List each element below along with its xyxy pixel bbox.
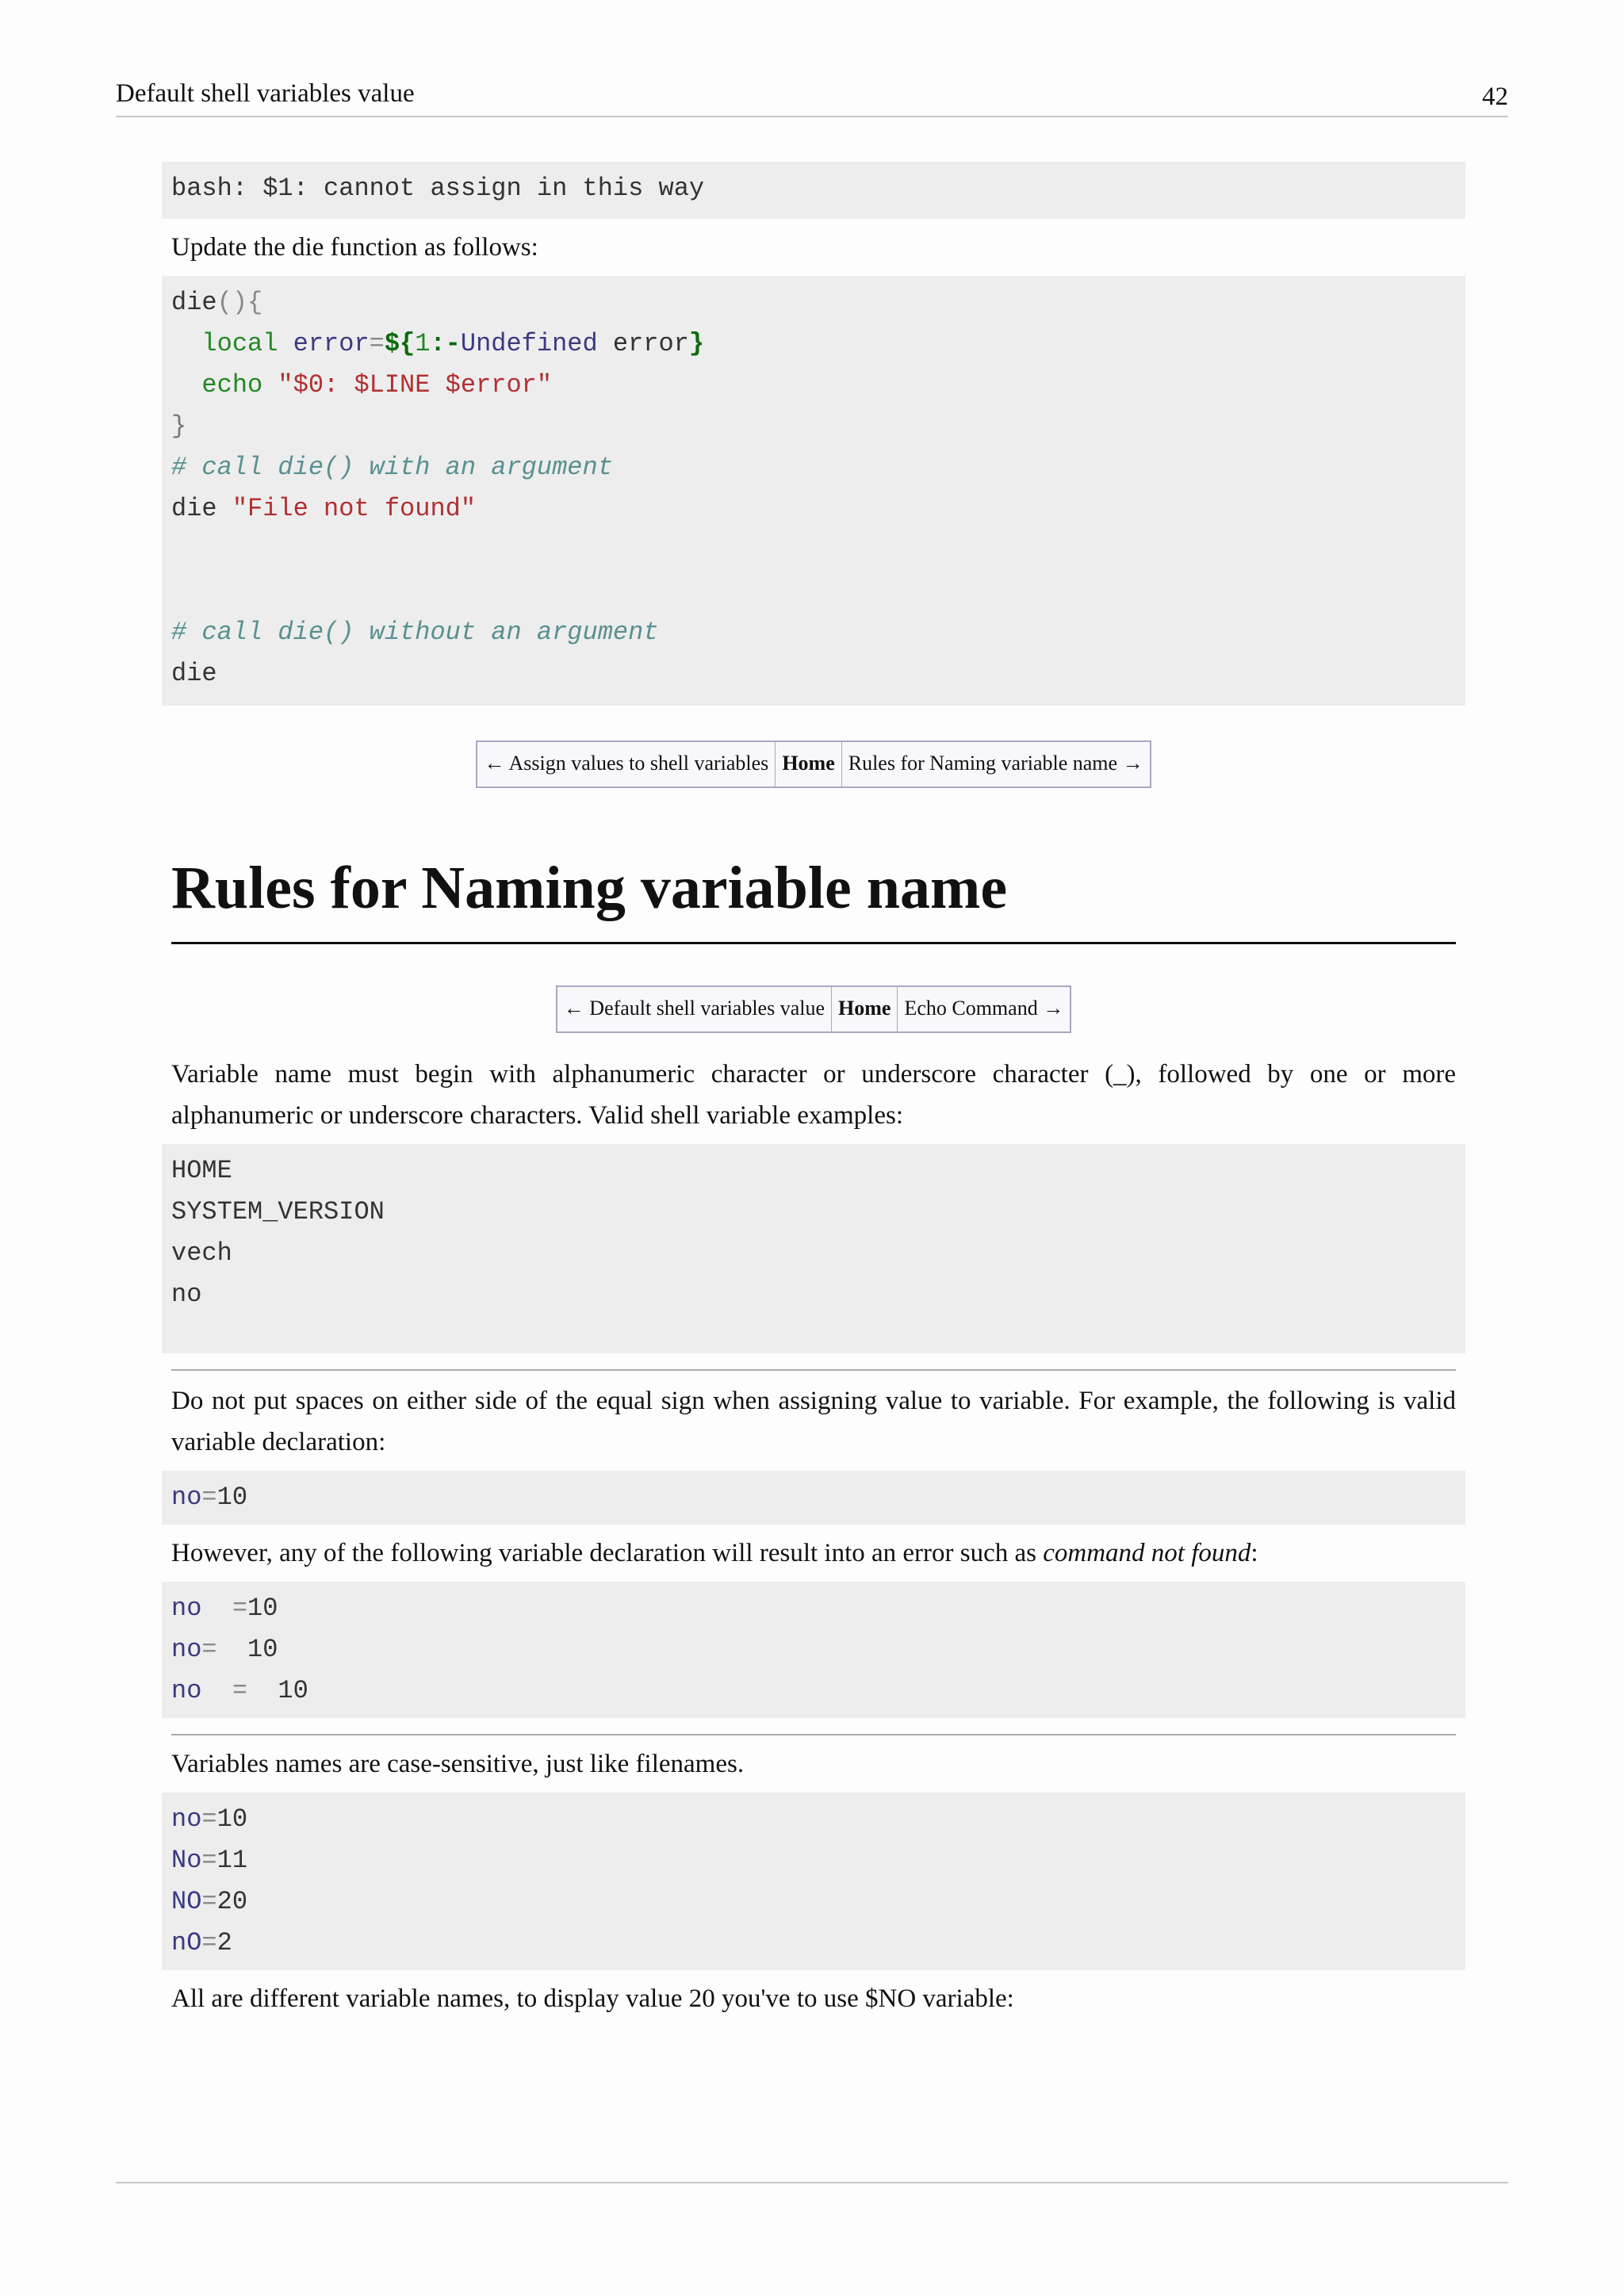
code-comment: # call die() without an argument	[171, 618, 659, 647]
code-blank-line	[171, 571, 1456, 612]
code-line: bash: $1: cannot assign in this way	[171, 174, 705, 203]
code-block-error	[162, 162, 1465, 219]
code-block-valid-examples	[162, 1144, 1465, 1353]
code-block-invalid-declarations	[162, 1582, 1465, 1718]
code-line: no =10	[171, 1594, 278, 1623]
code-block-die-function	[162, 276, 1465, 706]
code-line: }	[171, 411, 187, 441]
emphasis-command-not-found: command not found	[1043, 1539, 1251, 1567]
equal-sign-paragraph: Do not put spaces on either side of the equal sign when assigning value to variable. For example, the following is valid variable declaration:	[171, 1387, 1456, 1456]
code-line: HOME	[171, 1156, 232, 1185]
code-comment: # call die() with an argument	[171, 453, 613, 482]
naming-rules-paragraph: Variable name must begin with alphanumeric character or underscore character (_), followed by one or more alphanumeric or underscore characters. Valid shell variable examples:	[171, 1060, 1456, 1130]
code-line: No=11	[171, 1846, 248, 1875]
running-title: Default shell variables value	[116, 79, 415, 108]
code-block-case-examples	[162, 1793, 1465, 1970]
code-line: no= 10	[171, 1635, 278, 1664]
code-blank-line	[171, 530, 1456, 571]
code-line: no	[171, 1280, 202, 1309]
code-line: NO=20	[171, 1887, 248, 1916]
nav-home-link[interactable]: Home	[775, 742, 841, 786]
nav-prev-link[interactable]: ← Assign values to shell variables	[484, 752, 769, 775]
code-line: echo "$0: $LINE $error"	[201, 370, 553, 400]
nav-home-link[interactable]: Home	[831, 987, 897, 1031]
display-value-paragraph: All are different variable names, to display value 20 you've to use $NO variable:	[171, 1984, 1014, 2013]
navigation-bar-top	[476, 740, 1151, 788]
code-line: no = 10	[171, 1676, 308, 1705]
code-line: die	[171, 659, 217, 688]
code-line: local error=${1:-Undefined error}	[201, 329, 705, 358]
code-line: nO=2	[171, 1928, 232, 1957]
case-sensitive-paragraph: Variables names are case-sensitive, just like filenames.	[171, 1750, 745, 1778]
nav-prev-link[interactable]: ← Default shell variables value	[563, 997, 825, 1020]
code-line: no=10	[171, 1483, 248, 1512]
code-line: die(){	[171, 288, 263, 317]
section-heading: Rules for Naming variable name	[171, 850, 1456, 944]
code-line: SYSTEM_VERSION	[171, 1197, 385, 1226]
navigation-bar-section	[556, 985, 1071, 1033]
code-line: die "File not found"	[171, 494, 477, 523]
footer-rule	[116, 2182, 1508, 2183]
nav-next-link[interactable]: Rules for Naming variable name →	[841, 742, 1150, 786]
page-content	[171, 162, 1456, 2027]
error-paragraph: However, any of the following variable declaration will result into an error such as command not found:	[171, 1539, 1258, 1567]
code-line: vech	[171, 1238, 232, 1268]
page-header	[116, 79, 1508, 117]
code-line: no=10	[171, 1804, 248, 1834]
update-paragraph: Update the die function as follows:	[171, 233, 538, 262]
code-block-valid-declaration	[162, 1471, 1465, 1525]
nav-next-link[interactable]: Echo Command →	[897, 987, 1070, 1031]
page-number: 42	[1482, 82, 1508, 111]
